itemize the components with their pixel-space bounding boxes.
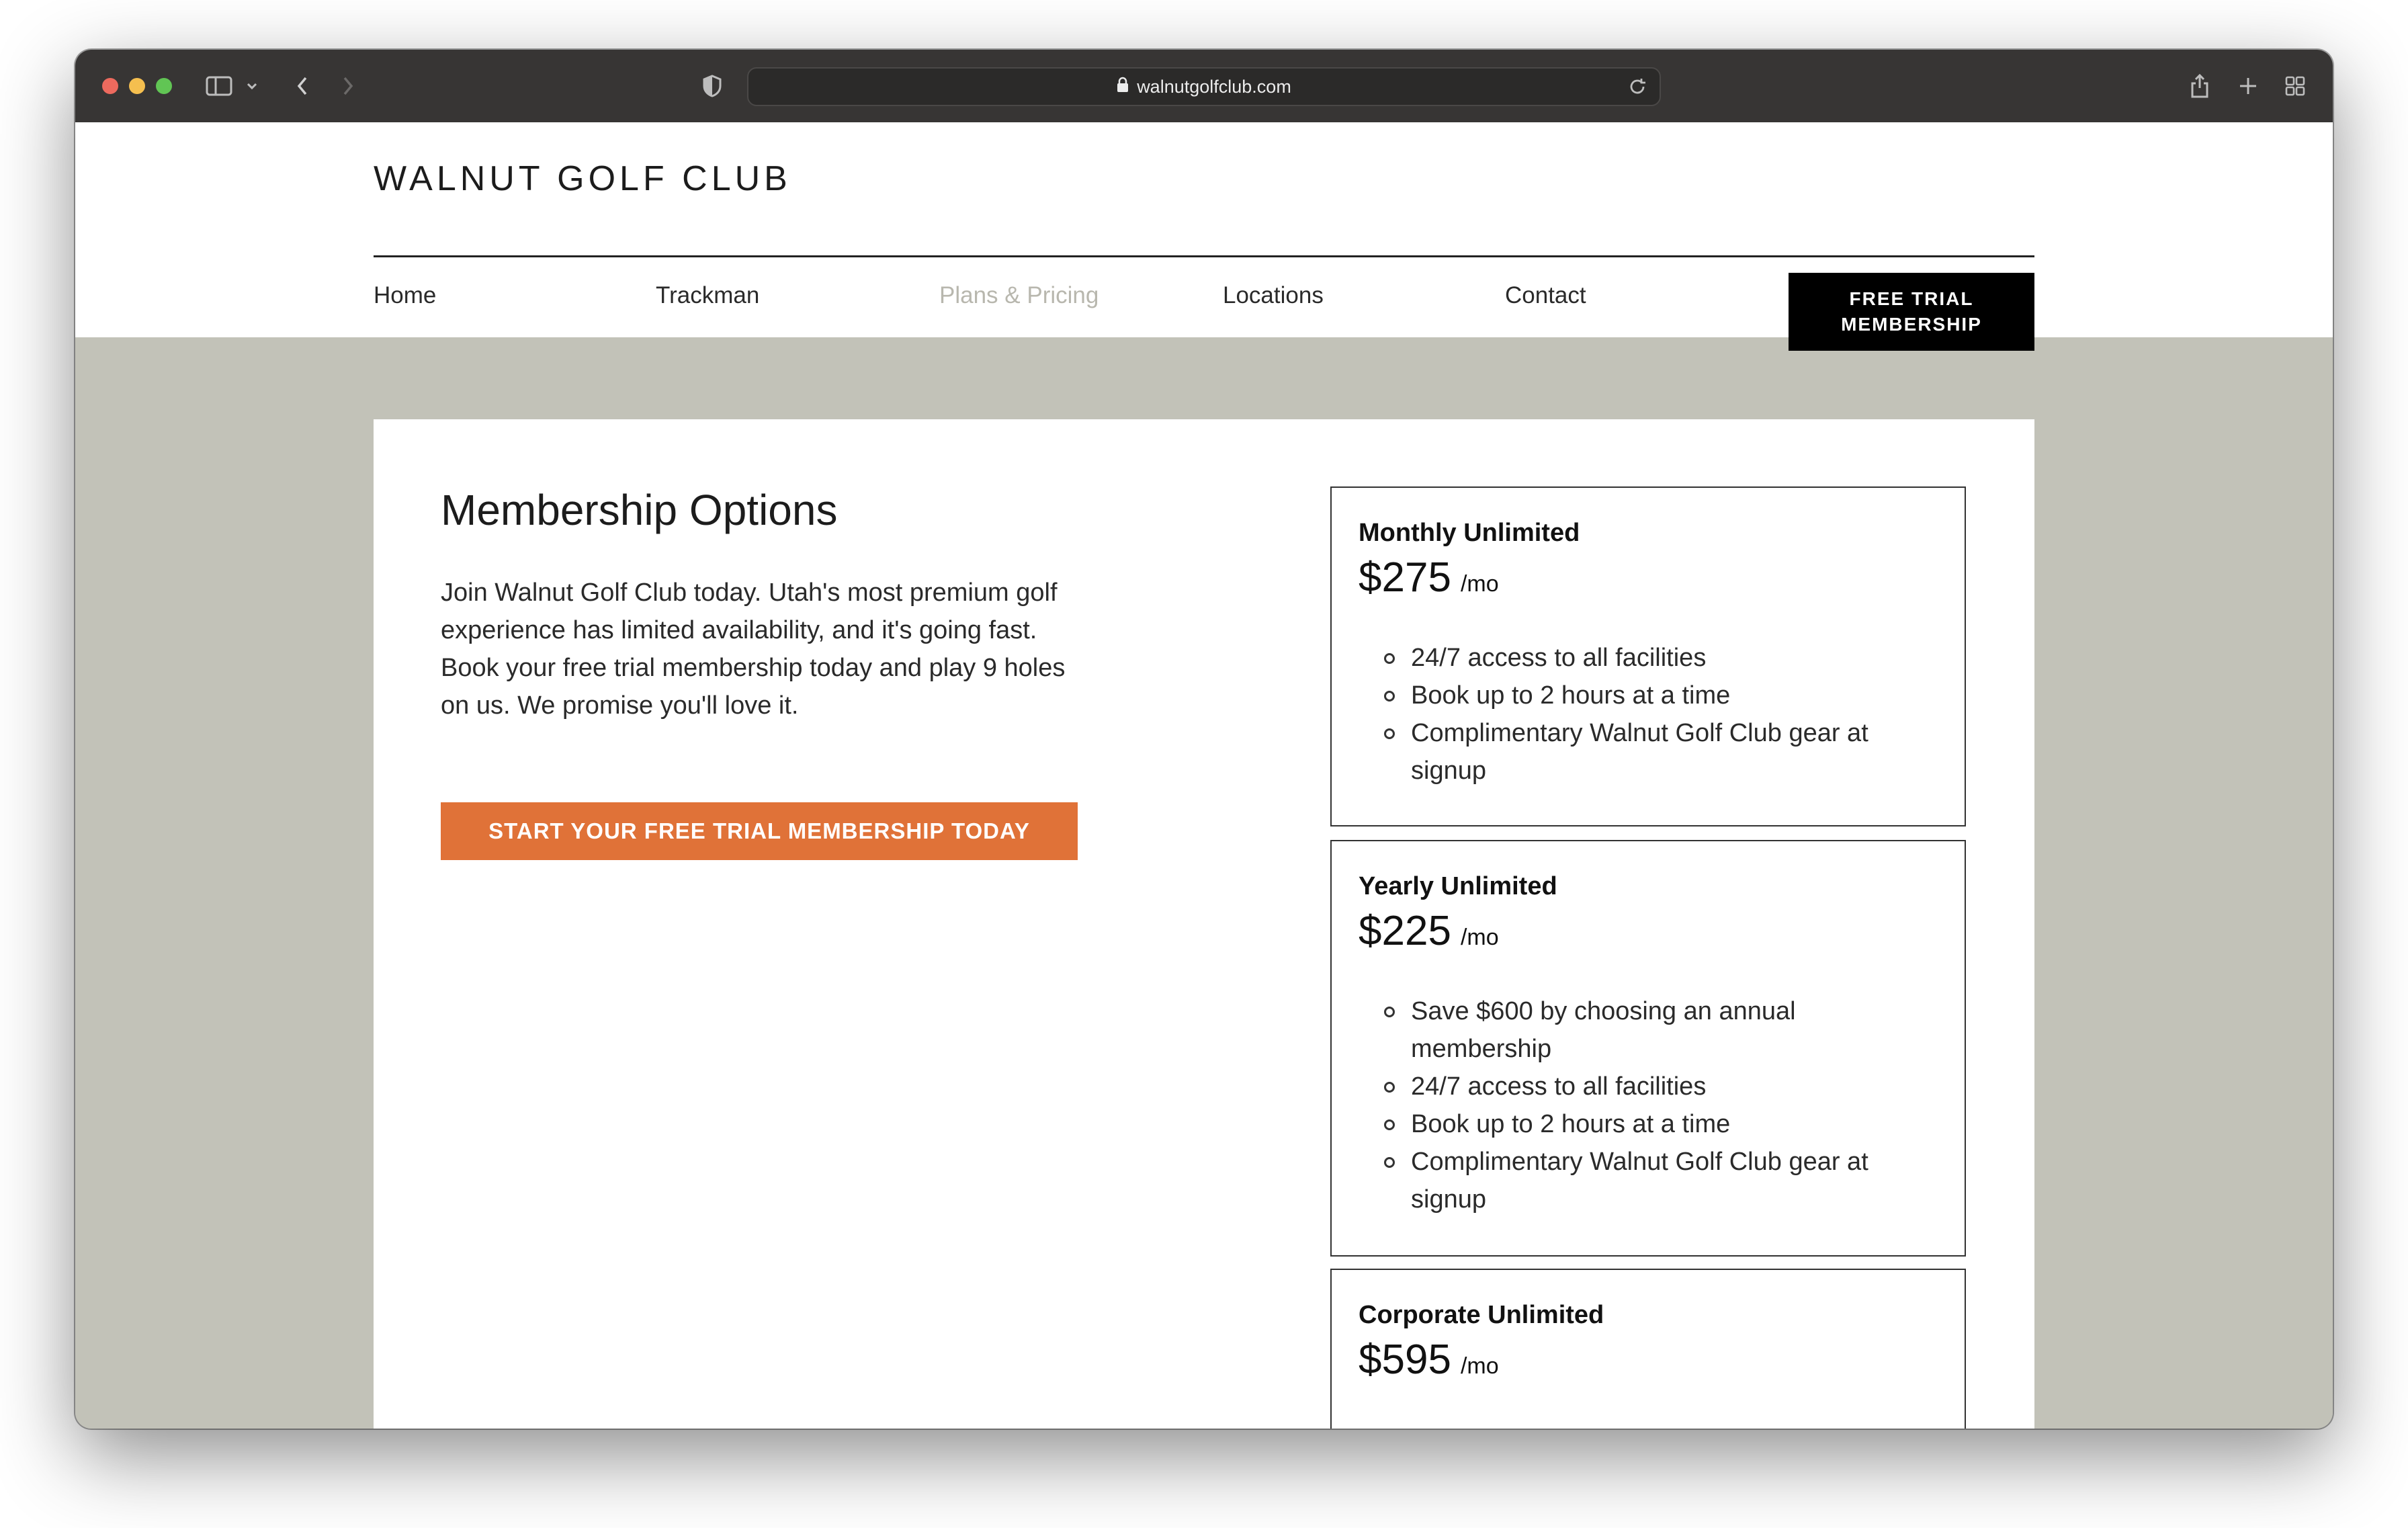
plan-price — [1359, 1336, 1938, 1390]
plan-name: Yearly Unlimited — [1359, 872, 1557, 900]
intro-paragraph: Join Walnut Golf Club today. Utah's most premium golf experience has limited availability, and it's going fast. Book your free trial membership today and play 9 holes on us. We promise you'll love it. — [441, 579, 1066, 720]
browser-window — [75, 50, 2333, 1429]
web-page — [75, 122, 2333, 1429]
bullet-icon — [1384, 1007, 1395, 1017]
bullet-icon — [1384, 1119, 1395, 1130]
url-text: walnutgolfclub.com — [1137, 76, 1291, 97]
plan-feature — [1384, 639, 1938, 677]
plan-feature-list — [1359, 639, 1938, 790]
plan-feature-text: Complimentary Walnut Golf Club gear at signup — [1411, 1148, 1868, 1214]
close-window-button[interactable] — [102, 78, 118, 94]
nav-trackman[interactable]: Trackman — [656, 282, 760, 308]
plan-feature-text: Book up to 2 hours at a time — [1411, 681, 1731, 710]
plan-name: Monthly Unlimited — [1359, 519, 1580, 547]
back-icon[interactable] — [289, 70, 316, 102]
plan-feature — [1384, 1105, 1938, 1143]
page-title: Membership Options — [441, 486, 838, 534]
bullet-icon — [1384, 653, 1395, 664]
site-logo[interactable]: WALNUT GOLF CLUB — [374, 159, 791, 198]
plan-card-monthly — [1330, 486, 1966, 826]
reload-icon[interactable] — [1627, 77, 1647, 101]
browser-toolbar — [75, 50, 2333, 122]
plan-feature-text: 24/7 access to all facilities — [1411, 1072, 1707, 1101]
plan-card-corporate — [1330, 1269, 1966, 1429]
bullet-icon — [1384, 1082, 1395, 1093]
new-tab-icon[interactable] — [2232, 70, 2264, 102]
header-divider — [374, 255, 2034, 257]
plan-price-amount: $225 — [1359, 908, 1451, 954]
lock-icon — [1117, 77, 1129, 97]
free-trial-membership-button[interactable] — [1789, 273, 2034, 351]
plan-feature — [1384, 1143, 1938, 1218]
plan-price-amount: $275 — [1359, 554, 1451, 601]
bullet-icon — [1384, 691, 1395, 702]
plan-feature-list — [1359, 992, 1938, 1218]
plan-feature-text: Complimentary Walnut Golf Club gear at signup — [1411, 719, 1868, 785]
plan-price-amount: $595 — [1359, 1336, 1451, 1383]
plan-price-period: /mo — [1460, 1353, 1499, 1379]
forward-icon[interactable] — [335, 70, 361, 102]
privacy-shield-icon[interactable] — [699, 70, 726, 102]
plan-feature — [1384, 677, 1938, 714]
bullet-icon — [1384, 1157, 1395, 1168]
chevron-down-icon[interactable] — [242, 70, 262, 102]
share-icon[interactable] — [2184, 70, 2216, 102]
free-trial-label-line1: FREE TRIAL — [1849, 288, 1974, 309]
tab-overview-icon[interactable] — [2279, 70, 2311, 102]
nav-plans-pricing[interactable]: Plans & Pricing — [939, 282, 1099, 308]
membership-card — [374, 419, 2034, 1429]
plan-feature-text: Save $600 by choosing an annual membership — [1411, 997, 1796, 1063]
address-bar[interactable] — [747, 67, 1661, 106]
nav-contact[interactable]: Contact — [1505, 282, 1586, 308]
plan-feature — [1384, 1068, 1938, 1105]
nav-home[interactable]: Home — [374, 282, 437, 308]
minimize-window-button[interactable] — [129, 78, 145, 94]
plan-card-yearly — [1330, 840, 1966, 1257]
plan-feature-text: 24/7 access to all facilities — [1411, 644, 1707, 672]
site-header — [75, 122, 2333, 337]
plan-price — [1359, 907, 1938, 962]
free-trial-label-line2: MEMBERSHIP — [1841, 314, 1982, 335]
plan-feature — [1384, 714, 1938, 790]
plan-price-period: /mo — [1460, 925, 1499, 950]
plan-name: Corporate Unlimited — [1359, 1301, 1604, 1329]
sidebar-icon[interactable] — [203, 70, 235, 102]
plan-price-period: /mo — [1460, 571, 1499, 597]
plan-price — [1359, 554, 1938, 608]
start-free-trial-button[interactable]: START YOUR FREE TRIAL MEMBERSHIP TODAY — [441, 802, 1078, 860]
bullet-icon — [1384, 728, 1395, 739]
nav-locations[interactable]: Locations — [1223, 282, 1324, 308]
plan-feature-text: Book up to 2 hours at a time — [1411, 1110, 1731, 1138]
plan-feature — [1384, 992, 1938, 1068]
zoom-window-button[interactable] — [156, 78, 172, 94]
